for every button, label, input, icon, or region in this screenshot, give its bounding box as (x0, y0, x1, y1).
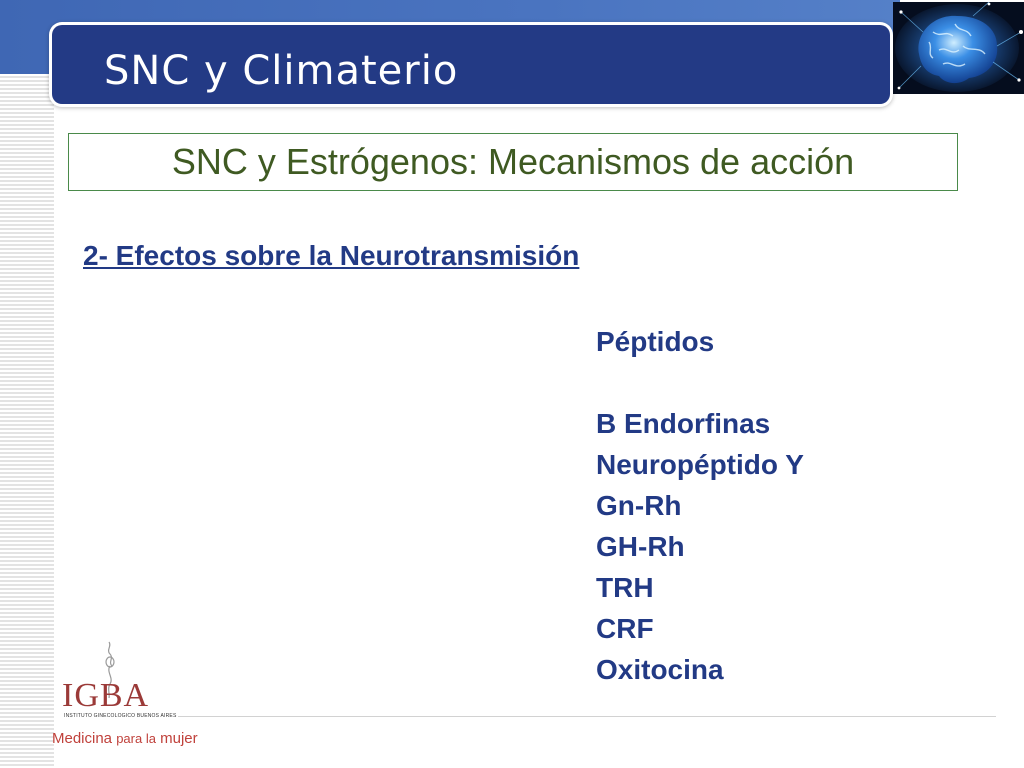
list-item: TRH (596, 572, 654, 603)
list-item: Neuropéptido Y (596, 449, 804, 480)
tagline-part: para la (116, 731, 156, 746)
logo-subtext: INSTITUTO GINECOLOGICO BUENOS AIRES (64, 713, 177, 719)
brain-icon (893, 2, 1024, 94)
peptide-list-heading: Péptidos (596, 326, 715, 357)
logo-text: IGBA (62, 677, 150, 714)
slide-subtitle: SNC y Estrógenos: Mecanismos de acción (171, 141, 855, 182)
list-item: Gn-Rh (596, 490, 682, 521)
peptide-list (596, 321, 804, 690)
list-item: Oxitocina (596, 654, 724, 685)
tagline-part: mujer (160, 730, 198, 747)
subtitle-box (68, 133, 958, 191)
tagline (52, 730, 198, 747)
footer-divider (178, 716, 996, 717)
list-item: CRF (596, 613, 654, 644)
list-item: GH-Rh (596, 531, 685, 562)
tagline-part: Medicina (52, 730, 113, 747)
list-item: B Endorfinas (596, 408, 771, 439)
list-spacer (596, 362, 804, 403)
slide-title: SNC y Climaterio (104, 48, 459, 94)
section-heading: 2- Efectos sobre la Neurotransmisión (83, 240, 580, 271)
decorative-stripes (0, 74, 54, 768)
